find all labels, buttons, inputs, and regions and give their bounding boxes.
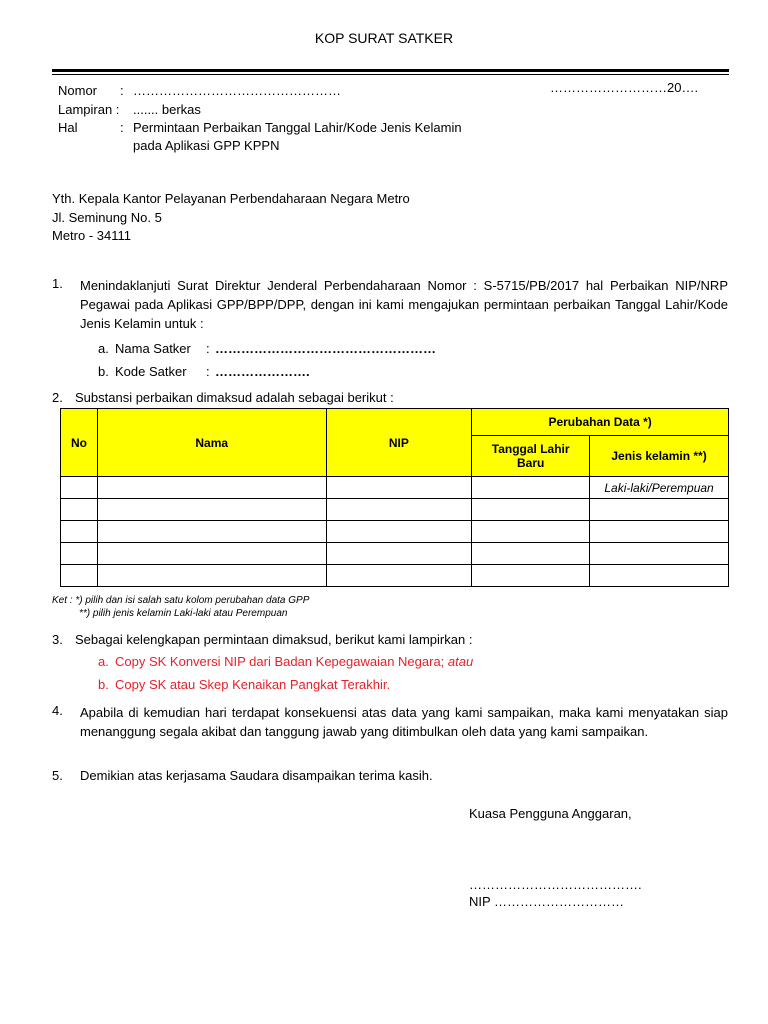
col-header-nama: Nama (97, 409, 326, 477)
signature-name-line: …………………………………. (469, 877, 642, 892)
col-header-tanggal-lahir (472, 436, 590, 477)
attachment-a-main: Copy SK Konversi NIP dari Badan Kepegawaian Negara; (115, 654, 445, 669)
attachment-b-text: Copy SK atau Skep Kenaikan Pangkat Terakhir. (115, 677, 391, 692)
signature-title: Kuasa Pengguna Anggaran, (469, 806, 632, 821)
item-1-text: Menindaklanjuti Surat Direktur Jenderal Perbendaharaan Nomor : S-5715/PB/2017 hal Perbaikan NIP/NRP Pegawai pada Aplikasi GPP/BPP/DPP, dengan ini kami mengajukan permintaan perbaikan Tanggal Lahir/Kode Jenis Kelamin untuk : (80, 278, 728, 331)
recipient-line-3: Metro - 34111 (52, 228, 132, 243)
letterhead-rule-thick (52, 69, 729, 72)
item-5-text: Demikian atas kerjasama Saudara disampaikan terima kasih. (80, 768, 433, 783)
lampiran-value: ....... berkas (133, 102, 201, 117)
table-row (61, 521, 729, 543)
nomor-value: ………………………………………… (133, 83, 341, 98)
lampiran-label: Lampiran : (58, 102, 120, 117)
item-3-number: 3. (52, 632, 63, 647)
nama-satker-letter: a. (98, 341, 109, 356)
attachment-a-text (115, 654, 473, 669)
table-row (61, 543, 729, 565)
tanggal-lahir-line-2: Baru (517, 456, 545, 470)
table-cell (326, 477, 472, 499)
ket-line-1: Ket : *) pilih dan isi salah satu kolom perubahan data GPP (52, 595, 310, 606)
item-3-text: Sebagai kelengkapan permintaan dimaksud, berikut kami lampirkan : (75, 632, 473, 647)
letter-date: ………………………20…. (550, 80, 699, 95)
recipient-line-1: Yth. Kepala Kantor Pelayanan Perbendaharaan Negara Metro (52, 191, 410, 206)
item-4-number: 4. (52, 703, 63, 718)
letterhead-title: KOP SURAT SATKER (314, 30, 454, 46)
col-header-perubahan: Perubahan Data *) (472, 409, 729, 436)
kode-satker-colon: : (206, 364, 210, 379)
hal-label: Hal (58, 120, 78, 135)
table-row (61, 477, 729, 499)
table-row (61, 499, 729, 521)
item-5-number: 5. (52, 768, 63, 783)
col-header-no: No (61, 409, 98, 477)
attachment-a-letter: a. (98, 654, 109, 669)
attachment-a-suffix: atau (447, 654, 474, 669)
nama-satker-label: Nama Satker (115, 341, 191, 356)
item-2-text: Substansi perbaikan dimaksud adalah sebagai berikut : (75, 390, 394, 405)
col-header-nip: NIP (326, 409, 472, 477)
correction-table (60, 408, 729, 587)
kode-satker-letter: b. (98, 364, 109, 379)
item-4-text: Apabila di kemudian hari terdapat konsekuensi atas data yang kami sampaikan, maka kami menyatakan siap menanggung segala akibat dan tanggung jawab yang ditimbulkan oleh data yang kami sampaikan. (80, 705, 728, 739)
table-cell (97, 477, 326, 499)
letterhead-rule-thin (52, 74, 729, 75)
signature-nip: NIP ………………………… (469, 894, 625, 909)
attachment-b-letter: b. (98, 677, 109, 692)
item-1-number: 1. (52, 276, 63, 291)
recipient-line-2: Jl. Seminung No. 5 (52, 210, 162, 225)
table-cell (61, 477, 98, 499)
item-2-number: 2. (52, 390, 63, 405)
table-cell (472, 477, 590, 499)
kode-satker-label: Kode Satker (115, 364, 187, 379)
hal-colon: : (120, 120, 124, 135)
hal-line-2: pada Aplikasi GPP KPPN (133, 138, 280, 153)
hal-line-1: Permintaan Perbaikan Tanggal Lahir/Kode Jenis Kelamin (133, 120, 462, 135)
nama-satker-value: …………………………………………… (215, 341, 436, 356)
table-row (61, 565, 729, 587)
nomor-label: Nomor (58, 83, 98, 98)
ket-line-2: **) pilih jenis kelamin Laki-laki atau Perempuan (79, 608, 288, 619)
kode-satker-value: …………………. (215, 364, 310, 379)
jenis-kelamin-option: Laki-laki/Perempuan (590, 477, 729, 499)
nama-satker-colon: : (206, 341, 210, 356)
nomor-colon: : (120, 83, 124, 98)
tanggal-lahir-line-1: Tanggal Lahir (491, 442, 570, 456)
col-header-jenis-kelamin: Jenis kelamin **) (590, 436, 729, 477)
